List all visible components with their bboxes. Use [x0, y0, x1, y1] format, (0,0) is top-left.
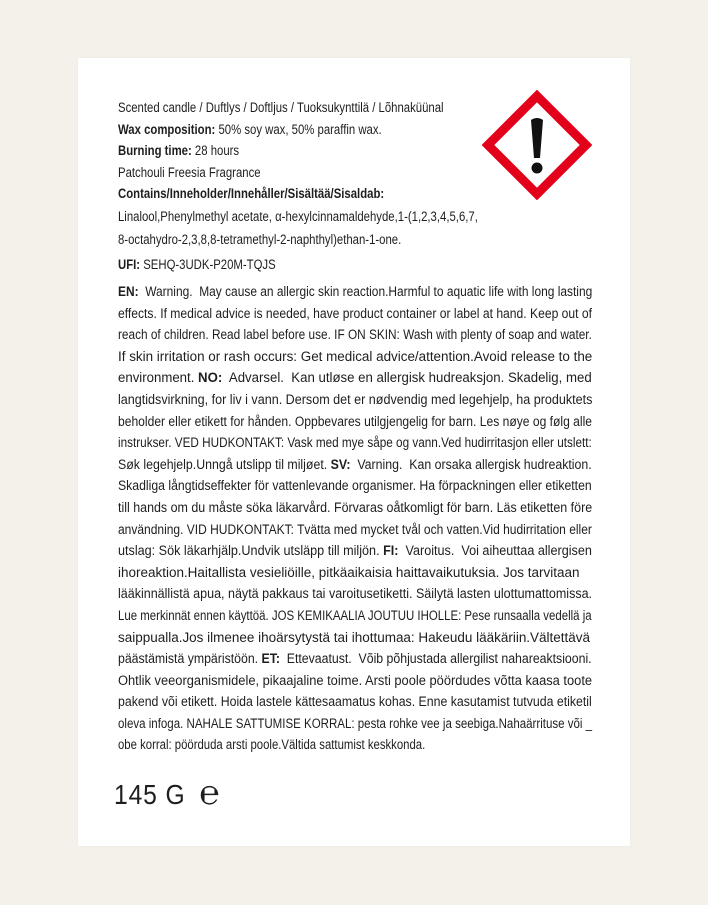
warning-line — [118, 671, 592, 693]
product-label — [78, 58, 630, 846]
warning-text: If skin irritation or rash occurs: Get medical advice/attention.Avoid release to the — [118, 348, 593, 365]
language-code: ET: — [261, 651, 280, 668]
warning-text: Skadliga långtidseffekter för vattenlevande organismer. Ha förpackningen eller etiketten — [118, 478, 592, 495]
warning-line — [118, 563, 592, 585]
warning-text: Ettevaatust. Võib põhjustada allergilist nahareaktsiooni. — [279, 651, 592, 668]
warning-text: effects. If medical advice is needed, have product container or label at hand. Keep out of — [118, 305, 592, 322]
warning-text: obe korral: pöörduda arsti poole.Vältida sattumist keskkonda. — [118, 737, 426, 754]
warning-line — [118, 476, 592, 498]
warning-line — [118, 628, 592, 650]
warning-text: päästämistä ympäristöön. — [118, 651, 262, 668]
ingredients-text-1: Linalool,Phenylmethyl acetate, α-hexylcinnamaldehyde,1-(1,2,3,4,5,6,7, — [118, 208, 478, 225]
warning-text: lääkinnällistä apua, näytä pakkaus tai varoitusetiketti. Säilytä lasten ulottumattomissa. — [118, 586, 593, 603]
warning-line — [118, 520, 592, 542]
warning-text: Varning. Kan orsaka allergisk hudreaktion. — [350, 456, 592, 473]
warning-text: reach of children. Read label before use. IF ON SKIN: Wash with plenty of soap and water. — [118, 327, 592, 344]
ufi-code: SEHQ-3UDK-P20M-TQJS — [140, 256, 276, 273]
warning-text: saippualla.Jos ilmenee ihoärsytystä tai ihottumaa: Hakeudu lääkäriin.Vältettävä — [118, 629, 591, 646]
warning-text: till hands om du måste söka läkarvård. Förvaras oåtkomligt för barn. Läs etiketten före — [118, 499, 593, 516]
warning-line — [118, 692, 592, 714]
wax-composition-line — [118, 120, 508, 142]
warning-line — [118, 714, 592, 736]
wax-composition-value: 50% soy wax, 50% paraffin wax. — [215, 121, 382, 138]
burning-time-value: 28 hours — [191, 143, 240, 160]
burning-time-line — [118, 141, 508, 163]
warning-text: Advarsel. Kan utløse en allergisk hudreaksjon. Skadelig, med — [222, 370, 592, 387]
wax-composition-label: Wax composition: — [118, 121, 216, 138]
fragrance-line — [118, 163, 508, 185]
net-weight-value: 145 G — [114, 779, 186, 810]
ingredients-line-2 — [118, 229, 508, 252]
warning-text: ihoreaktion.Haitallista vesieliöille, pitkäaikaisia haittavaikutuksia. Jos tarvitaan — [118, 564, 580, 581]
hazard-warnings — [118, 282, 592, 757]
warning-line — [118, 347, 592, 369]
warning-line — [118, 433, 592, 455]
warning-line — [118, 606, 592, 628]
warning-line — [118, 455, 592, 477]
ghs07-exclamation-mark-icon — [482, 90, 592, 200]
product-type: Scented candle / Duftlys / Doftljus / Tuoksukynttilä / Lõhnaküünal — [118, 100, 444, 116]
fragrance-name: Patchouli Freesia Fragrance — [118, 164, 261, 181]
warning-line — [118, 412, 592, 434]
warning-text: beholder eller etikett for hånden. Oppbevares utilgjengelig for barn. Les nøye og følg alle — [118, 413, 593, 430]
estimated-sign-icon: ℮ — [199, 773, 221, 813]
warning-text: Ohtlik veeorganismidele, pikaajaline toime. Arsti poole pöördudes võtta kaasa toote — [118, 672, 593, 689]
warning-text: environment. — [118, 370, 199, 387]
contains-label: Contains/Inneholder/Innehåller/Sisältää/Sisaldab: — [118, 186, 385, 203]
language-code: FI: — [383, 543, 399, 560]
warning-line — [118, 584, 592, 606]
warning-line — [118, 325, 592, 347]
warning-text: pakend või etikett. Hoida lastele kättesaamatus kohas. Enne kasutamist tutvuda etiketil — [118, 694, 592, 711]
ufi-label: UFI: — [118, 256, 141, 273]
warning-line — [118, 541, 592, 563]
warning-line — [118, 649, 592, 671]
language-code: SV: — [330, 456, 351, 473]
warning-text: oleva infoga. NAHALE SATTUMISE KORRAL: pesta rohke vee ja seebiga.Nahaärrituse või _ — [118, 715, 593, 732]
burning-time-label: Burning time: — [118, 143, 192, 160]
warning-line — [118, 368, 592, 390]
warning-text: Søk legehjelp.Unngå utslipp til miljøet. — [118, 456, 331, 473]
warning-text: utslag: Sök läkarhjälp.Undvik utsläpp till miljön. — [118, 543, 384, 560]
warning-text: langtidsvirkning, for liv i vann. Dersom det er nødvendig med legehjelp, ha produktets — [118, 391, 593, 408]
label-header — [118, 98, 508, 277]
warning-line — [118, 282, 592, 304]
warning-line — [118, 498, 592, 520]
contains-line — [118, 184, 508, 206]
language-code: EN: — [118, 284, 139, 300]
ingredients-text-2: 8-octahydro-2,3,8,8-tetramethyl-2-naphthyl)ethan-1-one. — [118, 231, 402, 248]
net-weight — [114, 773, 221, 813]
warning-text: Warning. May cause an allergic skin reaction.Harmful to aquatic life with long lasting — [138, 284, 593, 300]
language-code: NO: — [198, 370, 223, 387]
ingredients-line-1 — [118, 206, 508, 229]
warning-text: instrukser. VED HUDKONTAKT: Vask med mye såpe og vann.Ved hudirritasjon eller utslett: — [118, 435, 592, 452]
warning-line — [118, 390, 592, 412]
ufi-line — [118, 255, 508, 277]
warning-line — [118, 304, 592, 326]
warning-line — [118, 735, 592, 757]
warning-text: användning. VID HUDKONTAKT: Tvätta med mycket tvål och vatten.Vid hudirritation eller — [118, 521, 592, 538]
warning-text: Varoitus. Voi aiheuttaa allergisen — [398, 543, 592, 560]
product-type-line — [118, 98, 508, 120]
warning-text: Lue merkinnät ennen käyttöä. JOS KEMIKAALIA JOUTUU IHOLLE: Pese runsaalla vedellä ja — [118, 607, 592, 624]
